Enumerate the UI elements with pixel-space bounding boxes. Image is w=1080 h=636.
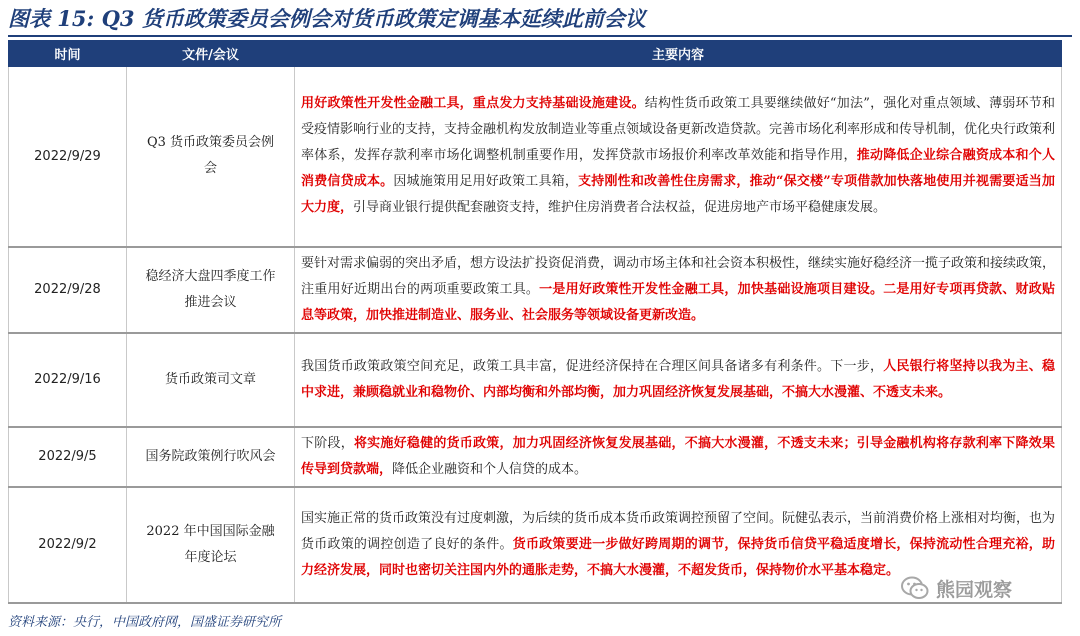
content-segment: 人民银行将坚持以我为主、稳中求进，兼顾稳就业和稳物价、内部均衡和外部均衡，加力巩固经济恢复发展基础，不搞大水漫灌、不透支未来。 bbox=[301, 358, 1055, 400]
table-row bbox=[9, 333, 1062, 427]
content-segment: 将实施好稳健的货币政策，加力巩固经济恢复发展基础，不搞大水漫灌，不透支未来；引导金融机构将存款利率下降效果传导到贷款端， bbox=[301, 435, 1055, 477]
header-doc: 文件/会议 bbox=[127, 41, 295, 67]
row-date: 2022/9/28 bbox=[9, 247, 127, 333]
content-segment: 下阶段， bbox=[301, 435, 354, 451]
row-date: 2022/9/29 bbox=[9, 67, 127, 247]
policy-table bbox=[8, 40, 1062, 604]
content-segment: 要针对需求偏弱的突出矛盾，想方设法扩投资促消费，调动市场主体和社会资本积极性，继续实施好稳经济一揽子政策和接续政策，注重用好近期出台的两项重要政策工具。 bbox=[301, 255, 1056, 297]
row-date: 2022/9/2 bbox=[9, 487, 127, 603]
row-content bbox=[295, 427, 1062, 487]
row-content bbox=[295, 67, 1062, 247]
table-header-row bbox=[9, 41, 1062, 67]
title-rule bbox=[8, 35, 1072, 37]
watermark-text: 熊园观察 bbox=[936, 578, 1013, 601]
row-doc: 2022 年中国国际金融年度论坛 bbox=[127, 487, 295, 603]
row-content bbox=[295, 333, 1062, 427]
content-segment: 支持刚性和改善性住房需求，推动“保交楼”专项借款加快落地使用并视需要适当加大力度， bbox=[301, 174, 1055, 216]
table-row bbox=[9, 67, 1062, 247]
row-doc: 稳经济大盘四季度工作推进会议 bbox=[127, 247, 295, 333]
header-date: 时间 bbox=[9, 41, 127, 67]
row-doc: 货币政策司文章 bbox=[127, 333, 295, 427]
wechat-icon bbox=[900, 575, 930, 601]
content-segment: 我国货币政策政策空间充足，政策工具丰富，促进经济保持在合理区间具备诸多有利条件。下一步， bbox=[301, 358, 884, 374]
row-content bbox=[295, 247, 1062, 333]
content-segment: 推动降低企业综合融资成本和个人消费信贷成本。 bbox=[301, 148, 1055, 190]
source-note: 资料来源：央行，中国政府网，国盛证券研究所 bbox=[8, 615, 282, 630]
content-segment: 因城施策用足用好政策工具箱， bbox=[393, 174, 579, 190]
row-date: 2022/9/16 bbox=[9, 333, 127, 427]
row-date: 2022/9/5 bbox=[9, 427, 127, 487]
content-segment: 结构性货币政策工具要继续做好“加法”，强化对重点领域、薄弱环节和受疫情影响行业的支持，支持金融机构发放制造业等重点领域设备更新改造贷款。完善市场化利率形成和传导机制，优化央行政策利率体系，发挥存款利率市场化调整机制重要作用，发挥贷款市场报价利率改革效能和指导作用， bbox=[301, 96, 1056, 164]
row-doc: Q3 货币政策委员会例会 bbox=[127, 67, 295, 247]
table-row bbox=[9, 247, 1062, 333]
content-segment: 一是用好政策性开发性金融工具，加快基础设施项目建设。二是用好专项再贷款、财政贴息等政策，加快推进制造业、服务业、社会服务等领域设备更新改造。 bbox=[301, 281, 1055, 323]
content-segment: 引导商业银行提供配套融资支持，维护住房消费者合法权益，促进房地产市场平稳健康发展。 bbox=[353, 200, 887, 216]
row-doc: 国务院政策例行吹风会 bbox=[127, 427, 295, 487]
watermark bbox=[900, 573, 1050, 603]
header-content: 主要内容 bbox=[295, 41, 1062, 67]
content-segment: 用好政策性开发性金融工具，重点发力支持基础设施建设。 bbox=[301, 96, 645, 112]
table-row bbox=[9, 427, 1062, 487]
content-segment: 国实施正常的货币政策没有过度刺激，为后续的货币成本货币政策调控预留了空间。阮健弘表示，当前消费价格上涨相对均衡，也为货币政策的调控创造了良好的条件。 bbox=[301, 510, 1056, 552]
content-segment: 货币政策要进一步做好跨周期的调节，保持货币信贷平稳适度增长，保持流动性合理充裕，助力经济发展，同时也密切关注国内外的通胀走势，不搞大水漫灌，不超发货币，保持物价水平基本稳定。 bbox=[301, 536, 1055, 578]
content-segment: 降低企业融资和个人信贷的成本。 bbox=[392, 461, 588, 477]
figure-title: 图表 15: Q3 货币政策委员会例会对货币政策定调基本延续此前会议 bbox=[8, 6, 646, 31]
